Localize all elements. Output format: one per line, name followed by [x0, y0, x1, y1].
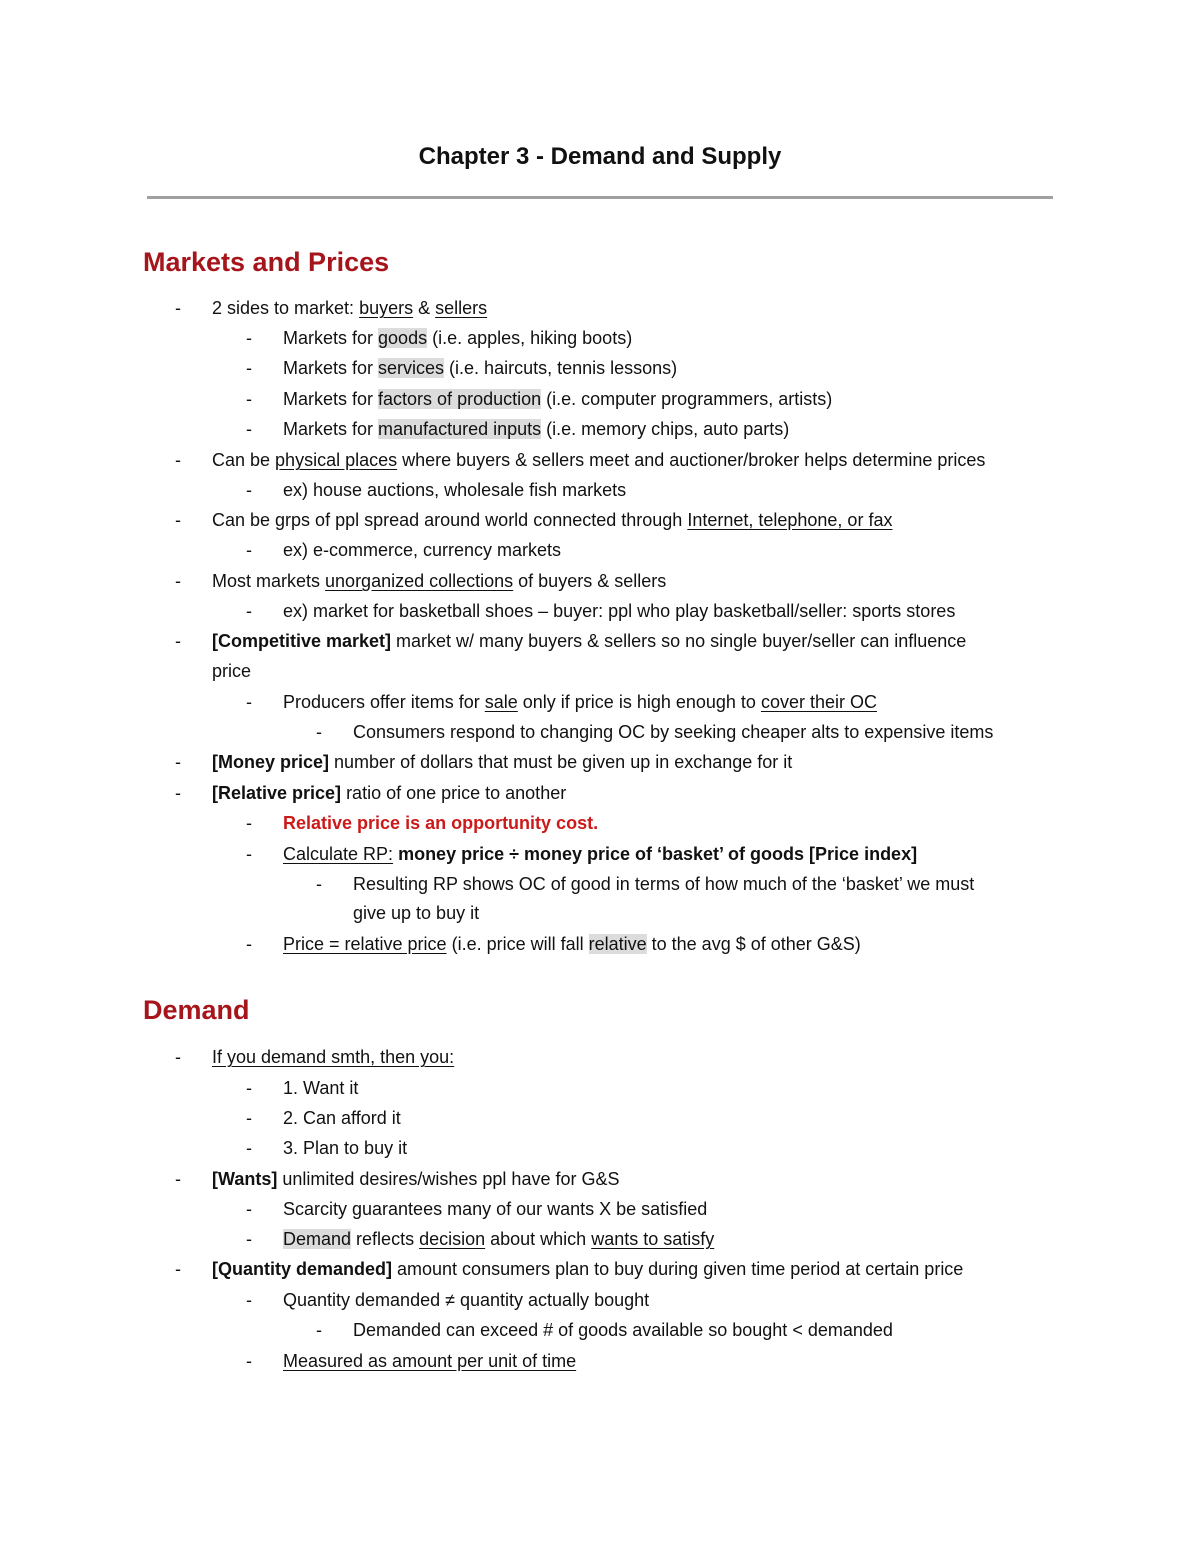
bullet-two-sides: 2 sides to market: buyers & sellers	[212, 298, 488, 318]
bullet-ex-ecommerce: ex) e-commerce, currency markets	[283, 540, 562, 560]
bullet-resulting-rp: Resulting RP shows OC of good in terms of how much of the ‘basket’ we must	[353, 874, 975, 894]
bullet-unorganized: Most markets unorganized collections of buyers & sellers	[212, 571, 667, 591]
bullet-price-relative: Price = relative price (i.e. price will fall relative to the avg $ of other G&S)	[283, 934, 861, 954]
bullet-dash: -	[246, 692, 252, 712]
bullet-dash: -	[246, 1138, 252, 1158]
bullet-markets-goods: Markets for goods (i.e. apples, hiking boots)	[283, 328, 633, 348]
bullet-dash: -	[316, 722, 322, 742]
bullet-markets-factors: Markets for factors of production (i.e. computer programmers, artists)	[283, 389, 833, 409]
bullet-dash: -	[246, 358, 252, 378]
bullet-dash: -	[246, 1351, 252, 1371]
bullet-ex-basketball: ex) market for basketball shoes – buyer: ppl who play basketball/seller: sports stores	[283, 601, 956, 621]
bullet-dash: -	[175, 631, 181, 651]
section-heading-demand: Demand	[143, 995, 250, 1025]
bullet-calculate-rp: Calculate RP: money price ÷ money price of ‘basket’ of goods [Price index]	[283, 844, 918, 864]
bullet-dash: -	[246, 1199, 252, 1219]
bullet-grps-ppl: Can be grps of ppl spread around world connected through Internet, telephone, or fax	[212, 510, 893, 530]
bullet-ex-auctions: ex) house auctions, wholesale fish markets	[283, 480, 627, 500]
bullet-dash: -	[246, 1108, 252, 1128]
bullet-demanded-exceed: Demanded can exceed # of goods available so bought < demanded	[353, 1320, 893, 1340]
bullet-dash: -	[246, 480, 252, 500]
bullet-dash: -	[175, 783, 181, 803]
bullet-dash: -	[175, 571, 181, 591]
bullet-markets-services: Markets for services (i.e. haircuts, tennis lessons)	[283, 358, 678, 378]
bullet-competitive-market: [Competitive market] market w/ many buyers & sellers so no single buyer/seller can influence	[212, 631, 967, 651]
bullet-consumers-respond: Consumers respond to changing OC by seeking cheaper alts to expensive items	[353, 722, 994, 742]
bullet-dash: -	[246, 934, 252, 954]
bullet-dash: -	[175, 752, 181, 772]
bullet-dash: -	[175, 298, 181, 318]
bullet-dash: -	[175, 510, 181, 530]
bullet-dash: -	[246, 389, 252, 409]
bullet-relative-price: [Relative price] ratio of one price to another	[212, 783, 567, 803]
bullet-scarcity: Scarcity guarantees many of our wants X be satisfied	[283, 1199, 708, 1219]
bullet-dash: -	[316, 1320, 322, 1340]
bullet-relative-opportunity-cost: Relative price is an opportunity cost.	[283, 813, 599, 833]
bullet-markets-inputs: Markets for manufactured inputs (i.e. memory chips, auto parts)	[283, 419, 790, 439]
bullet-dash: -	[246, 1290, 252, 1310]
bullet-qd-not-bought: Quantity demanded ≠ quantity actually bought	[283, 1290, 650, 1310]
bullet-measured: Measured as amount per unit of time	[283, 1351, 577, 1371]
bullet-afford-it: 2. Can afford it	[283, 1108, 401, 1128]
title-divider	[147, 196, 1053, 199]
bullet-dash: -	[246, 1229, 252, 1249]
bullet-dash: -	[175, 1259, 181, 1279]
bullet-dash: -	[246, 844, 252, 864]
bullet-dash: -	[246, 1078, 252, 1098]
bullet-competitive-market-cont: price	[212, 661, 252, 681]
bullet-if-you-demand: If you demand smth, then you:	[212, 1047, 455, 1067]
bullet-physical-places: Can be physical places where buyers & sellers meet and auctioner/broker helps determine prices	[212, 450, 986, 470]
bullet-resulting-rp-cont: give up to buy it	[353, 903, 480, 923]
bullet-quantity-demanded: [Quantity demanded] amount consumers plan to buy during given time period at certain price	[212, 1259, 964, 1279]
bullet-dash: -	[175, 1047, 181, 1067]
bullet-dash: -	[175, 450, 181, 470]
bullet-dash: -	[246, 601, 252, 621]
bullet-demand-reflects: Demand reflects decision about which wants to satisfy	[283, 1229, 715, 1249]
bullet-dash: -	[246, 328, 252, 348]
document-title: Chapter 3 - Demand and Supply	[418, 143, 782, 170]
section-heading-markets: Markets and Prices	[143, 247, 390, 277]
bullet-dash: -	[316, 874, 322, 894]
bullet-dash: -	[175, 1169, 181, 1189]
bullet-dash: -	[246, 419, 252, 439]
bullet-dash: -	[246, 813, 252, 833]
bullet-want-it: 1. Want it	[283, 1078, 359, 1098]
bullet-dash: -	[246, 540, 252, 560]
bullet-money-price: [Money price] number of dollars that must be given up in exchange for it	[212, 752, 793, 772]
bullet-wants: [Wants] unlimited desires/wishes ppl have for G&S	[212, 1169, 620, 1189]
bullet-producers-offer: Producers offer items for sale only if price is high enough to cover their OC	[283, 692, 877, 712]
bullet-plan-to-buy: 3. Plan to buy it	[283, 1138, 408, 1158]
